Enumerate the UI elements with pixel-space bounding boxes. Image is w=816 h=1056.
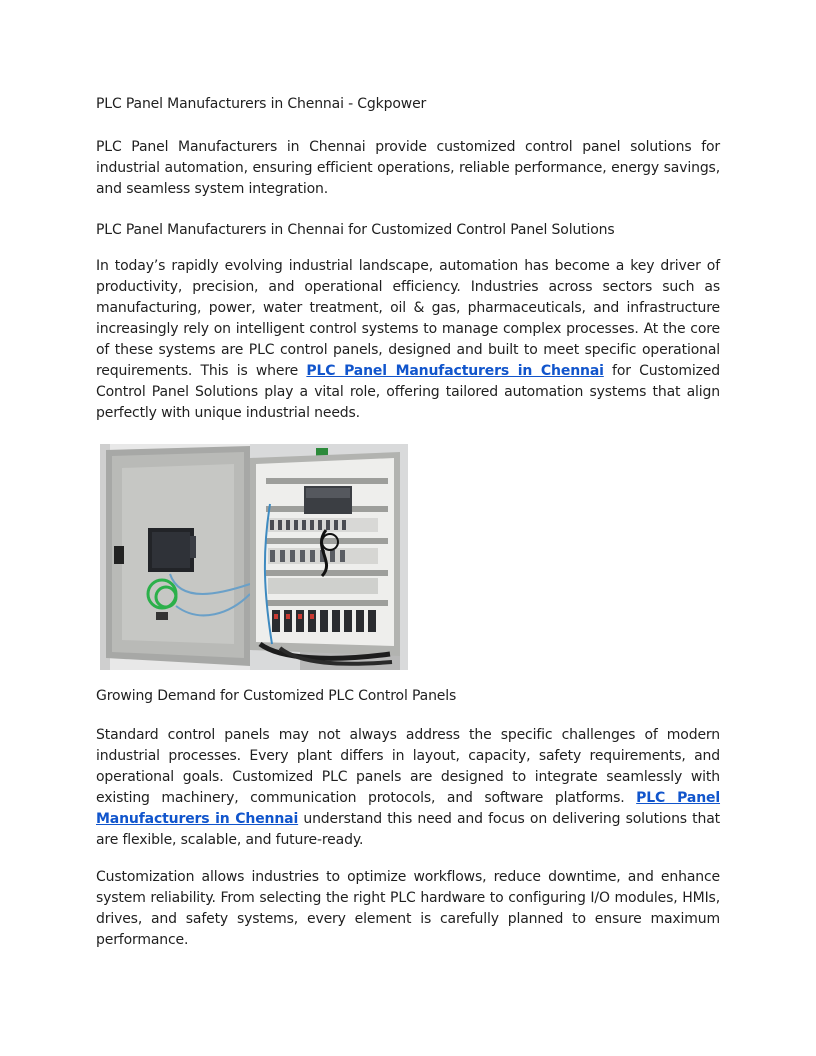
plc-panel-manufacturers-link-2[interactable]: PLC Panel Manufacturers in Chennai	[96, 790, 721, 827]
paragraph-text: Standard control panels may not always address the specific challenges of modern industrial processes. Every plant differs in layout, capacity, safety requirements, and operational goals. Customized PLC panels are designed to integrate seamlessly with existing machinery, communication protocols, and software platforms.	[96, 727, 720, 806]
plc-control-panel-image	[100, 444, 408, 670]
document-title: PLC Panel Manufacturers in Chennai - Cgkpower	[96, 96, 427, 112]
paragraph-industrial-landscape	[96, 256, 720, 424]
paragraph-text: In today’s rapidly evolving industrial landscape, automation has become a key driver of productivity, precision, and operational efficiency. Industries across sectors such as manufacturing, power, water treatment, oil & gas, pharmaceuticals, and infrastructure increasingly rely on intelligent control systems to manage complex processes. At the core of these systems are PLC control panels, designed and built to meet specific operational requirements. This is where	[96, 258, 720, 379]
control-panel-illustration	[100, 444, 408, 670]
intro-paragraph: PLC Panel Manufacturers in Chennai provide customized control panel solutions for industrial automation, ensuring efficient operations, reliable performance, energy savings, and seamless system integration.	[96, 139, 720, 197]
paragraph-customization: Customization allows industries to optimize workflows, reduce downtime, and enhance system reliability. From selecting the right PLC hardware to configuring I/O modules, HMIs, drives, and safety systems, every element is carefully planned to ensure maximum performance.	[96, 869, 720, 948]
section-heading-growing-demand: Growing Demand for Customized PLC Control Panels	[96, 688, 457, 704]
paragraph-text: understand this need and focus on delivering solutions that are flexible, scalable, and future-ready.	[96, 811, 721, 848]
plc-panel-manufacturers-link[interactable]: PLC Panel Manufacturers in Chennai	[306, 363, 604, 379]
document-page	[96, 94, 720, 951]
paragraph-standard-panels	[96, 725, 720, 851]
section-heading-customized-solutions: PLC Panel Manufacturers in Chennai for Customized Control Panel Solutions	[96, 222, 615, 238]
paragraph-text: for Customized Control Panel Solutions play a vital role, offering tailored automation systems that align perfectly with unique industrial needs.	[96, 363, 720, 421]
